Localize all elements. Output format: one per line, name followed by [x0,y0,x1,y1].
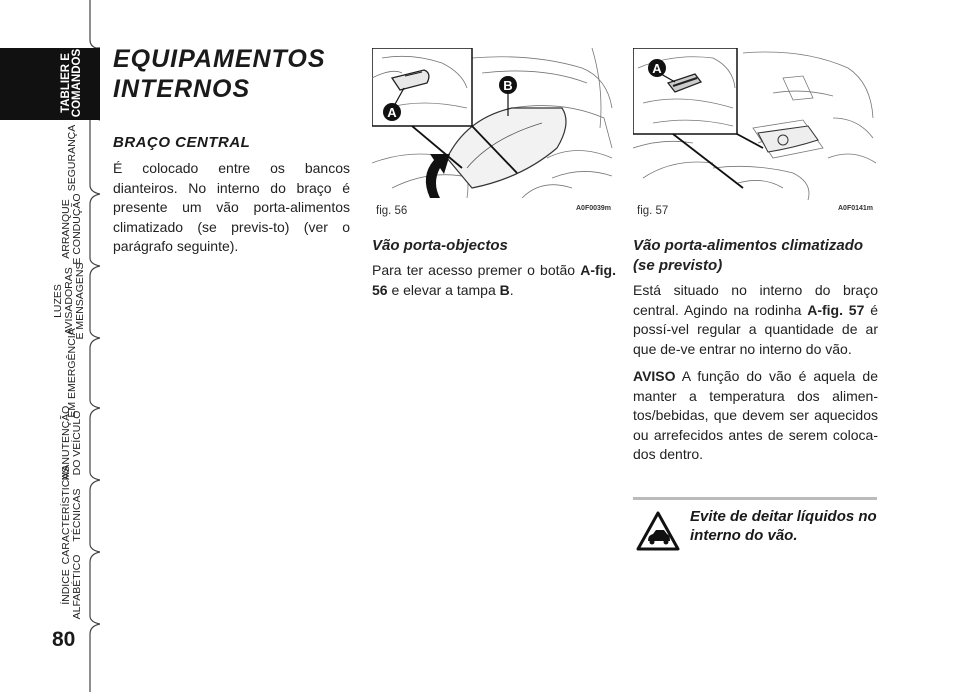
chapter-index [0,0,100,692]
armrest-illustration [372,48,614,200]
fig56-code: A0F0039m [576,205,612,212]
fig57-code: A0F0141m [838,205,874,212]
tab-caracteristicas[interactable]: CARACTERÍSTICAS TÉCNICAS [60,465,83,565]
page-title-line1: EQUIPAMENTOS [113,45,326,73]
tab-seguranca[interactable]: SEGURANÇA [65,124,78,192]
console-illustration [633,48,876,200]
warning-rule [633,497,877,500]
fig56-paragraph: Para ter acesso premer o botão A-fig. 56 e elevar a tampa B. [372,262,616,298]
svg-text:A: A [387,105,397,120]
figure-56 [372,48,614,200]
warning-text: Evite de deitar líquidos no interno do vão. [690,508,877,544]
page-number: 80 [52,628,76,651]
fig56-heading: Vão porta-objectos [372,237,508,254]
tab-luzes-avisadoras[interactable]: LUZES AVISADORAS E MENSAGENS [51,262,86,340]
chapter-index-outline [0,0,100,692]
figure-57 [633,48,876,200]
fig57-section [633,236,878,473]
tab-indice-alfabetico[interactable]: ÍNDICE ALFABÉTICO [60,554,83,620]
page-title-line2: INTERNOS [113,75,251,103]
page-title [113,44,326,104]
fig57-caption: fig. 57 [637,205,669,217]
section-title: BRAÇO CENTRAL [113,134,251,151]
section-text: É colocado entre os bancos dianteiros. No interno do braço é presente um vão porta-alimentos climatizado (se previs-to) (ver o parágrafo seguinte). [113,160,350,254]
tab-manutencao[interactable]: MANUTENÇÃO DO VEÍCULO [60,405,83,481]
fig56-section [372,236,616,308]
tab-arranque-conducao[interactable]: ARRANQUE E CONDUÇÃO [60,193,83,265]
fig57-heading: Vão porta-alimentos climatizado (se previsto) [633,237,864,274]
svg-text:B: B [503,78,513,93]
fig57-paragraph: Está situado no interno do braço central. Agindo na rodinha A-fig. 57 é possí-vel regular a quantidade de ar que de-ve entrar no interno do vão. [633,282,878,357]
fig56-caption: fig. 56 [376,205,408,217]
tab-tablier-comandos[interactable]: TABLIER E COMANDOS [60,48,83,118]
tab-em-emergencia[interactable]: EM EMERGÊNCIA [65,328,78,418]
warning-triangle-car-icon [636,510,680,552]
aviso-paragraph: AVISO A função do vão é aquela de manter a temperatura dos alimen-tos/bebidas, que devem ser aquecidos ou arrefecidos antes de serem coloca-dos dentro. [633,368,878,462]
active-tab-bg [0,48,100,120]
svg-text:A: A [652,61,662,76]
